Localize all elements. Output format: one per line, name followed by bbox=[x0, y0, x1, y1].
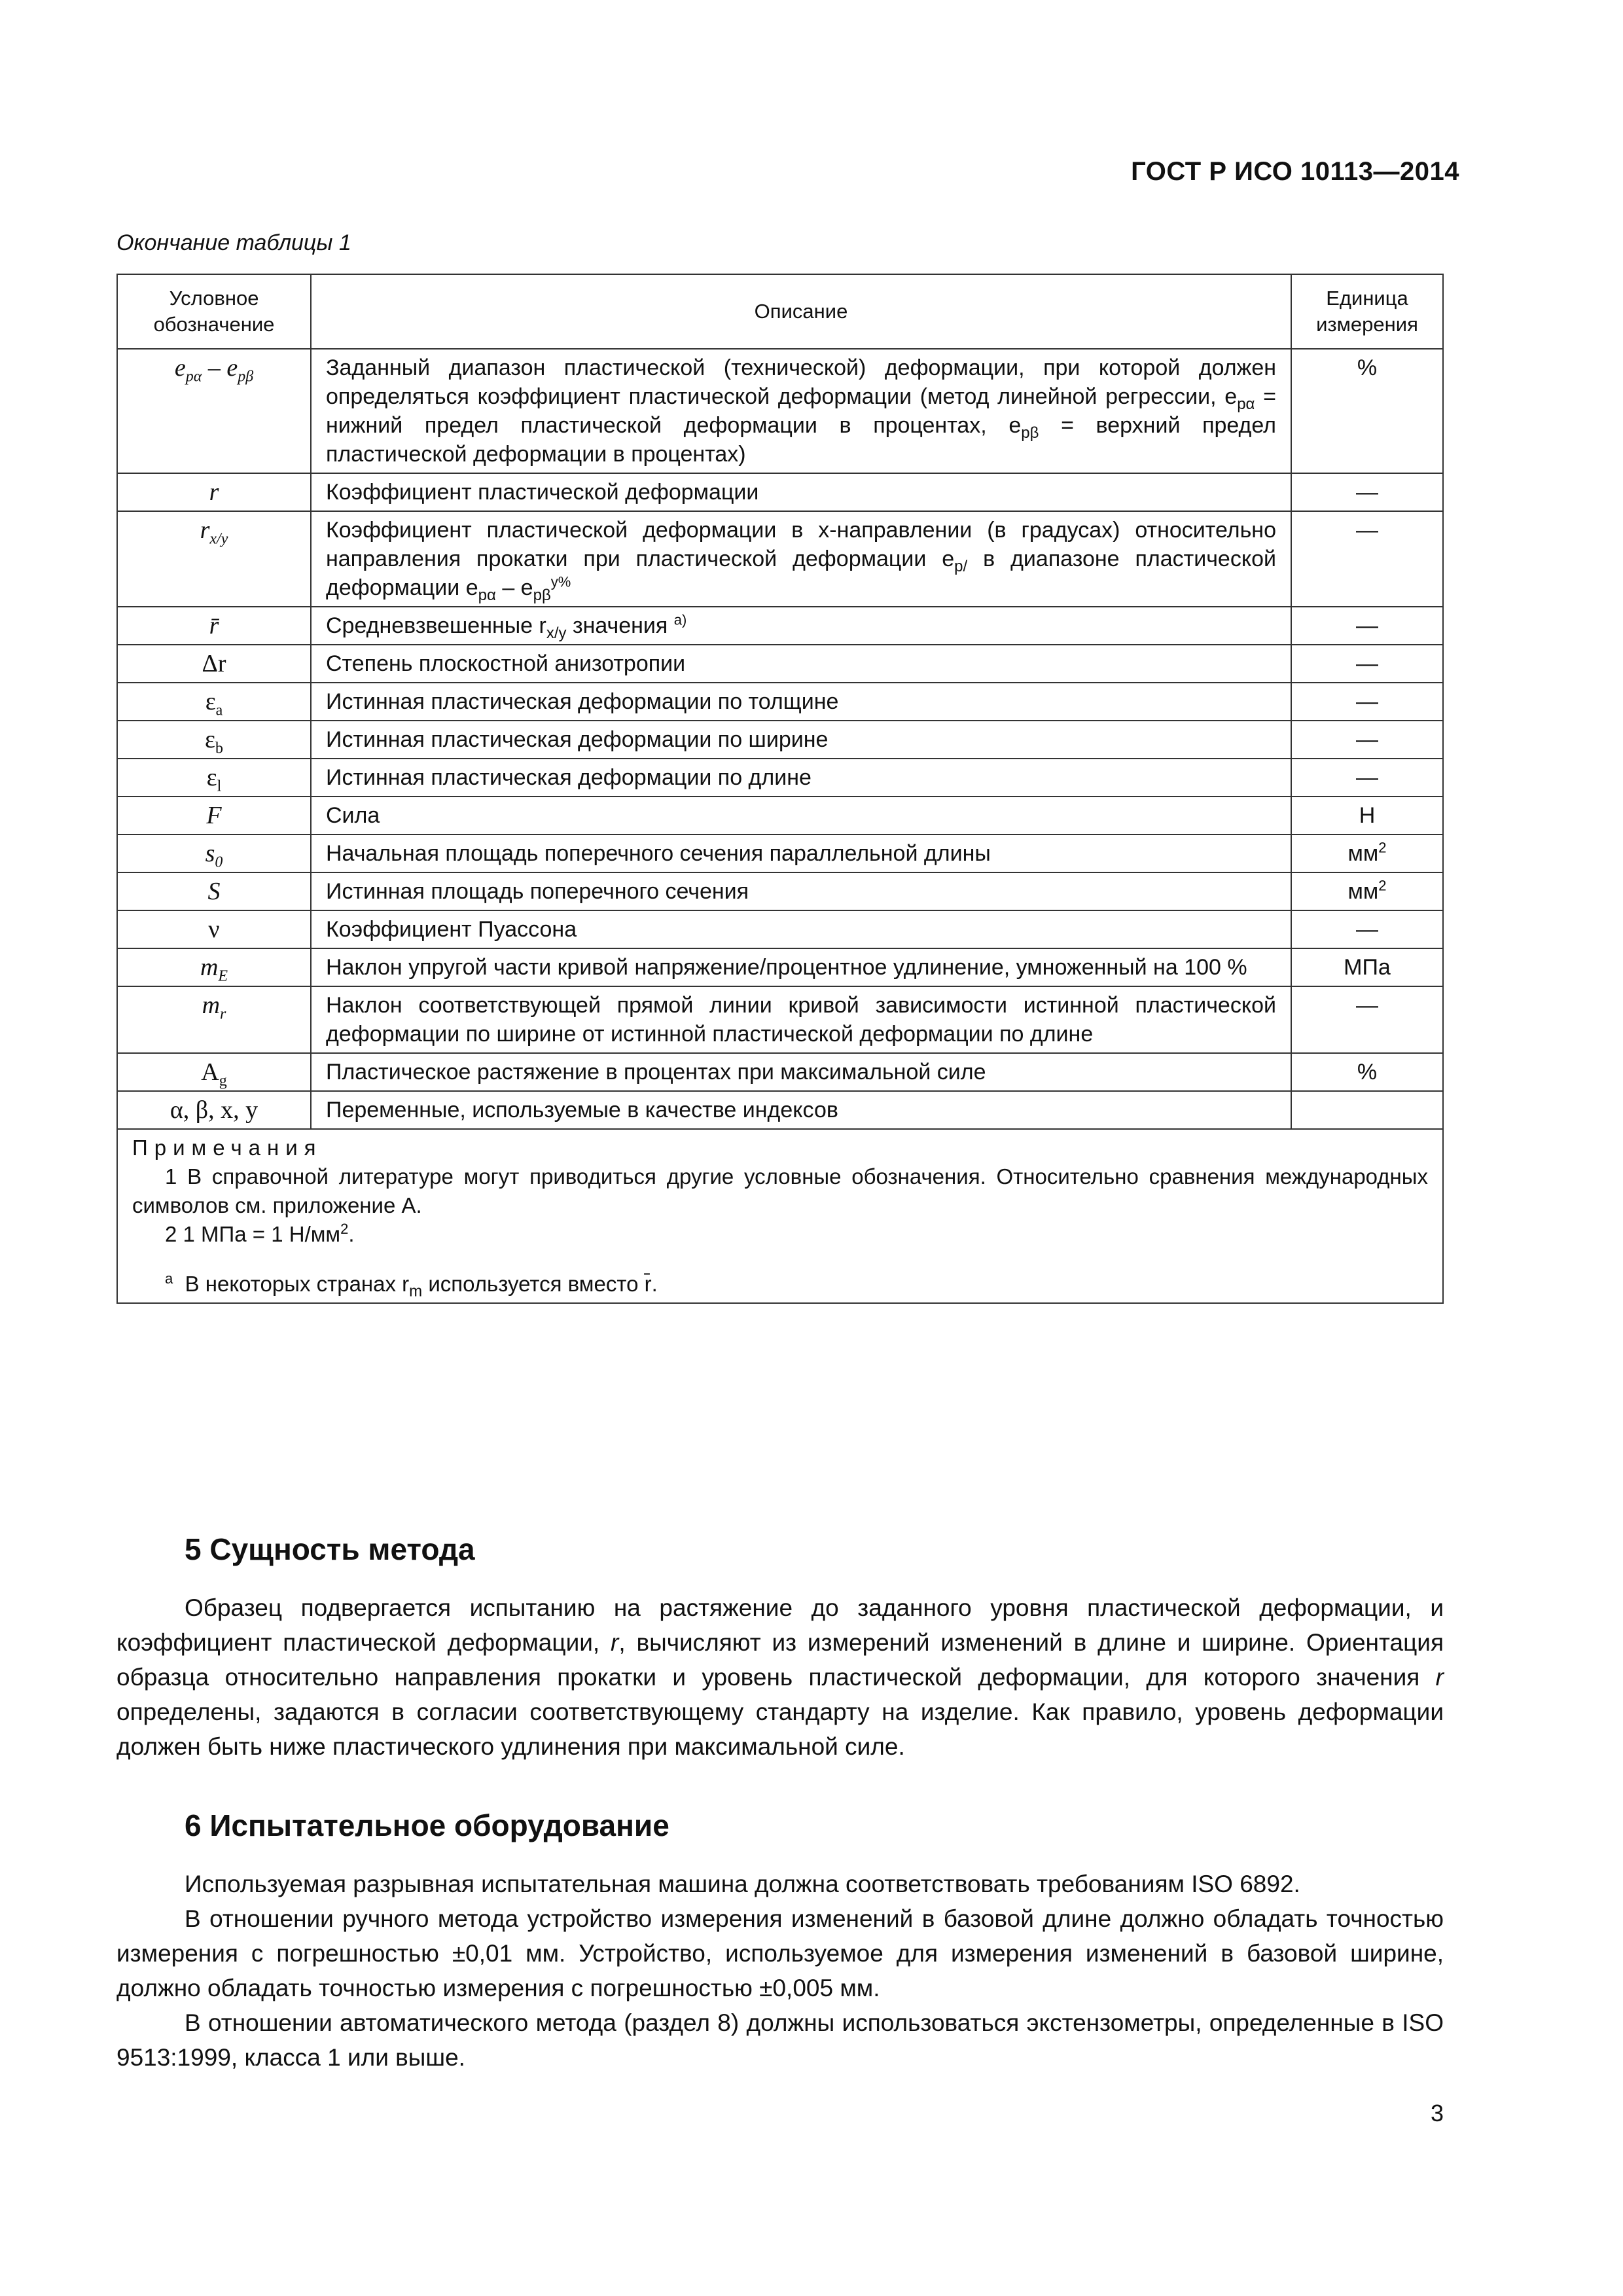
table-row bbox=[117, 1091, 1443, 1129]
standard-header: ГОСТ Р ИСО 10113—2014 bbox=[1131, 157, 1459, 186]
row-symbol: $m_E$ bbox=[117, 948, 311, 986]
row-unit: — bbox=[1291, 759, 1443, 797]
row-description: Средневзвешенные $r_{x/y}$ значения $^{a)}$ bbox=[311, 607, 1291, 645]
table-notes bbox=[117, 1129, 1443, 1303]
row-unit bbox=[1291, 1091, 1443, 1129]
row-description: Коэффициент Пуассона bbox=[311, 910, 1291, 948]
row-symbol: $A_g$ bbox=[117, 1053, 311, 1091]
row-unit: — bbox=[1291, 721, 1443, 759]
symbols-table bbox=[116, 274, 1444, 1304]
row-description: Коэффициент пластической деформации в x-направлении (в градусах) относительно направления прокатки при пластической деформации $e_{p/}$ в диапазоне пластической деформации $e_{p\alpha} - e_{p\beta}^{y\%}$ bbox=[311, 511, 1291, 607]
row-description: Наклон соответствующей прямой линии кривой зависимости истинной пластической деформации по ширине от истинной пластической деформации по длине bbox=[311, 986, 1291, 1053]
row-unit: — bbox=[1291, 645, 1443, 683]
table-header-row bbox=[117, 274, 1443, 349]
table-row bbox=[117, 759, 1443, 797]
section-6-paragraph-1: Используемая разрывная испытательная машина должна соответствовать требованиям ISO 6892. bbox=[185, 1871, 1300, 1897]
table-body bbox=[117, 349, 1443, 1129]
section-6-paragraph-2: В отношении ручного метода устройство измерения изменений в базовой длине должно обладать точностью измерения с погрешностью ±0,01 мм. Устройство, используемое для измерения изменений в базовой ширине, должно обладать точностью измерения с погрешностью ±0,005 мм. bbox=[116, 1905, 1444, 2001]
row-unit: — bbox=[1291, 473, 1443, 511]
note-2: 2 1 МПа = 1 $Н/мм^2$. bbox=[165, 1221, 355, 1246]
row-unit: Н bbox=[1291, 797, 1443, 834]
row-symbol: r̄ bbox=[117, 607, 311, 645]
row-unit: МПа bbox=[1291, 948, 1443, 986]
page-number: 3 bbox=[1430, 2100, 1444, 2126]
symbols-table-wrapper bbox=[116, 274, 1444, 1304]
row-symbol: F bbox=[117, 797, 311, 834]
row-unit: $мм^2$ bbox=[1291, 834, 1443, 872]
table-row bbox=[117, 986, 1443, 1053]
row-unit: — bbox=[1291, 683, 1443, 721]
row-description: Коэффициент пластической деформации bbox=[311, 473, 1291, 511]
row-description: Пластическое растяжение в процентах при максимальной силе bbox=[311, 1053, 1291, 1091]
row-symbol: $r_{x/y}$ bbox=[117, 511, 311, 607]
section-5-text bbox=[116, 1590, 1444, 1764]
row-unit: — bbox=[1291, 986, 1443, 1053]
table-row bbox=[117, 473, 1443, 511]
notes-title: Примечания bbox=[132, 1136, 323, 1160]
table-row bbox=[117, 683, 1443, 721]
row-symbol: $\varepsilon_a$ bbox=[117, 683, 311, 721]
row-description: Истинная пластическая деформации по толщине bbox=[311, 683, 1291, 721]
table-row bbox=[117, 1053, 1443, 1091]
row-symbol: $e_{p\alpha} - e_{p\beta}$ bbox=[117, 349, 311, 473]
table-row bbox=[117, 349, 1443, 473]
table-row bbox=[117, 948, 1443, 986]
row-symbol: Δr bbox=[117, 645, 311, 683]
row-symbol: $\varepsilon_b$ bbox=[117, 721, 311, 759]
row-unit: % bbox=[1291, 349, 1443, 473]
row-description: Истинная пластическая деформации по длине bbox=[311, 759, 1291, 797]
section-5-title: 5 Сущность метода bbox=[185, 1532, 475, 1566]
row-description: Начальная площадь поперечного сечения параллельной длины bbox=[311, 834, 1291, 872]
header-description: Описание bbox=[311, 274, 1291, 349]
header-unit: Единица измерения bbox=[1291, 274, 1443, 349]
table-row bbox=[117, 721, 1443, 759]
note-1: 1 В справочной литературе могут приводиться другие условные обозначения. Относительно сравнения международных символов см. приложение А. bbox=[132, 1164, 1428, 1217]
row-symbol: r bbox=[117, 473, 311, 511]
row-symbol: ν bbox=[117, 910, 311, 948]
table-row bbox=[117, 645, 1443, 683]
row-description: Наклон упругой части кривой напряжение/процентное удлинение, умноженный на 100 % bbox=[311, 948, 1291, 986]
row-description: Истинная площадь поперечного сечения bbox=[311, 872, 1291, 910]
row-unit: — bbox=[1291, 607, 1443, 645]
row-unit: % bbox=[1291, 1053, 1443, 1091]
table-row bbox=[117, 511, 1443, 607]
table-row bbox=[117, 872, 1443, 910]
row-unit: — bbox=[1291, 511, 1443, 607]
table-row bbox=[117, 834, 1443, 872]
row-description: Степень плоскостной анизотропии bbox=[311, 645, 1291, 683]
header-symbol: Условное обозначение bbox=[117, 274, 311, 349]
row-symbol: $m_r$ bbox=[117, 986, 311, 1053]
row-unit: — bbox=[1291, 910, 1443, 948]
row-description: Сила bbox=[311, 797, 1291, 834]
section-6-title: 6 Испытательное оборудование bbox=[185, 1808, 669, 1842]
table-row bbox=[117, 797, 1443, 834]
row-symbol: $s_0$ bbox=[117, 834, 311, 872]
row-symbol: α, β, x, y bbox=[117, 1091, 311, 1129]
row-unit: $мм^2$ bbox=[1291, 872, 1443, 910]
table-caption: Окончание таблицы 1 bbox=[116, 230, 351, 255]
row-description: Переменные, используемые в качестве индексов bbox=[311, 1091, 1291, 1129]
row-symbol: $\varepsilon_l$ bbox=[117, 759, 311, 797]
section-6-paragraph-3: В отношении автоматического метода (раздел 8) должны использоваться экстензометры, определенные в ISO 9513:1999, класса 1 или выше. bbox=[116, 2009, 1444, 2071]
table-row bbox=[117, 607, 1443, 645]
row-description: Истинная пластическая деформации по ширине bbox=[311, 721, 1291, 759]
table-notes-row bbox=[117, 1129, 1443, 1303]
row-description: Заданный диапазон пластической (технической) деформации, при которой должен определяться коэффициент пластической деформации (метод линейной регрессии, $e_{p\alpha}$ = нижний предел пластической деформации в процентах, $e_{p\beta}$ = верхний предел пластической деформации в процентах) bbox=[311, 349, 1291, 473]
table-row bbox=[117, 910, 1443, 948]
section-6-text bbox=[116, 1867, 1444, 2075]
footnote-a: $^a$ В некоторых странах $r_m$ используется вместо r̄. bbox=[165, 1270, 658, 1300]
row-symbol: S bbox=[117, 872, 311, 910]
section-5-paragraph: Образец подвергается испытанию на растяжение до заданного уровня пластической деформации, и коэффициент пластической деформации, r, вычисляют из измерений изменений в длине и ширине. Ориентация образца относительно направления прокатки и уровень пластической деформации, для которого значения r определены, задаются в согласии соответствующему стандарту на изделие. Как правило, уровень деформации должен быть ниже пластического удлинения при максимальной силе. bbox=[116, 1594, 1444, 1760]
